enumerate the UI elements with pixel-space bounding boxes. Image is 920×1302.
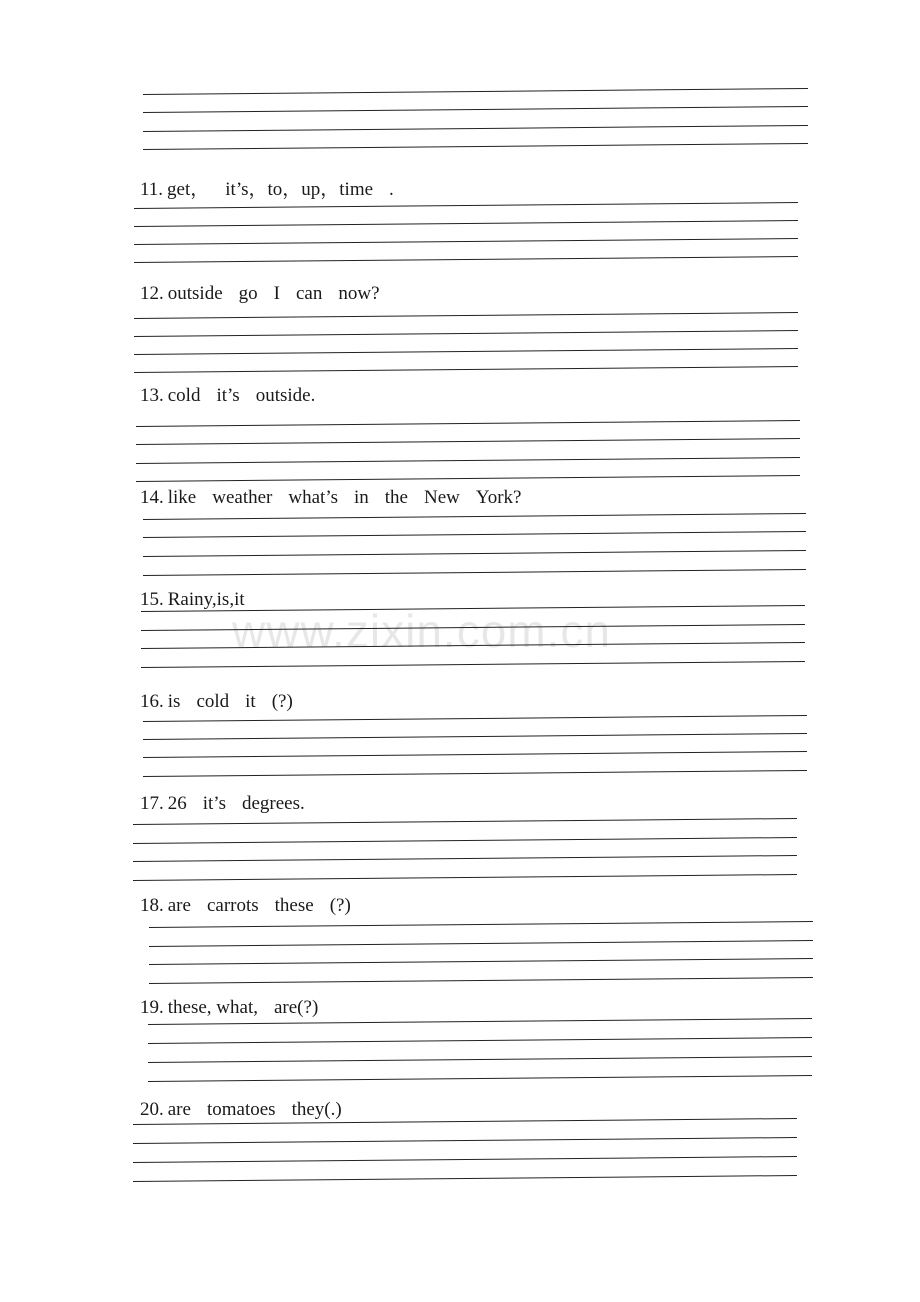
question-word: Rainy,is,it <box>167 589 245 610</box>
question-word: what’s <box>288 487 338 508</box>
answer-line <box>149 940 813 947</box>
question-word: I <box>273 283 280 304</box>
answer-line-top-2 <box>143 106 808 113</box>
answer-line <box>149 977 813 984</box>
answer-line <box>134 312 798 319</box>
question-word: it’s <box>216 385 240 406</box>
answer-line <box>143 513 806 520</box>
question-word: it’s，to，up，time <box>225 179 374 200</box>
question-word: carrots <box>206 895 259 916</box>
answer-line <box>133 874 797 881</box>
question-word: 26 <box>167 793 187 814</box>
answer-line <box>143 531 806 538</box>
question-number: 12. <box>140 283 164 304</box>
answer-line <box>133 1156 797 1163</box>
watermark: www.zixin.com.cn <box>232 605 611 657</box>
answer-line <box>134 330 798 337</box>
question-word: (?) <box>271 691 293 712</box>
question-word: is <box>167 691 181 712</box>
question-prompt <box>140 385 331 407</box>
answer-line <box>136 475 800 482</box>
question-word: weather <box>212 487 273 508</box>
answer-line <box>141 642 805 649</box>
question-word: are <box>167 1099 191 1120</box>
answer-line <box>143 569 806 576</box>
answer-line <box>133 818 797 825</box>
question-word: it <box>245 691 256 712</box>
answer-line-top-1 <box>143 88 808 95</box>
question-word: go <box>238 283 258 304</box>
question-word: New <box>424 487 460 508</box>
question-word: (?) <box>329 895 351 916</box>
question-number: 15. <box>140 589 164 610</box>
question-word: outside. <box>255 385 316 406</box>
question-prompt <box>140 895 367 917</box>
answer-line <box>148 1056 812 1063</box>
question-prompt <box>140 1099 358 1121</box>
question-word: it’s <box>202 793 226 814</box>
answer-line <box>134 238 798 245</box>
answer-line <box>149 921 813 928</box>
question-word: degrees. <box>241 793 305 814</box>
answer-line <box>143 751 807 758</box>
question-word: in <box>354 487 369 508</box>
question-word: York? <box>475 487 522 508</box>
answer-line <box>149 958 813 965</box>
answer-line <box>136 438 800 445</box>
answer-line <box>141 661 805 668</box>
question-prompt <box>140 997 334 1019</box>
question-number: 19. <box>140 997 164 1018</box>
question-prompt <box>140 487 537 509</box>
question-word: like <box>167 487 197 508</box>
answer-line <box>133 855 797 862</box>
question-word: . <box>389 179 394 200</box>
question-word: cold <box>167 385 201 406</box>
answer-line <box>143 715 807 722</box>
answer-line <box>148 1018 812 1025</box>
question-prompt <box>140 174 410 201</box>
question-word: cold <box>196 691 230 712</box>
question-number: 13. <box>140 385 164 406</box>
question-number: 17. <box>140 793 164 814</box>
question-prompt <box>140 691 309 713</box>
answer-line <box>133 1175 797 1182</box>
question-word: these, what, <box>167 997 258 1018</box>
question-word: are <box>167 895 191 916</box>
question-word: the <box>384 487 408 508</box>
answer-line <box>143 733 807 740</box>
answer-line <box>134 348 798 355</box>
answer-line <box>134 202 798 209</box>
question-prompt <box>140 793 321 815</box>
question-number: 14. <box>140 487 164 508</box>
question-number: 20. <box>140 1099 164 1120</box>
answer-line <box>143 550 806 557</box>
answer-line <box>148 1075 812 1082</box>
answer-line <box>143 770 807 777</box>
question-word: can <box>295 283 323 304</box>
question-number: 16. <box>140 691 164 712</box>
question-word: get， <box>167 179 210 200</box>
answer-line <box>136 457 800 464</box>
question-prompt <box>140 283 396 305</box>
question-word: outside <box>167 283 223 304</box>
answer-line <box>133 1137 797 1144</box>
question-word: now? <box>338 283 380 304</box>
question-word: tomatoes <box>206 1099 276 1120</box>
answer-line-top-4 <box>143 143 808 150</box>
answer-line <box>133 837 797 844</box>
question-number: 11. <box>140 179 164 200</box>
question-word: these <box>274 895 314 916</box>
answer-line <box>136 420 800 427</box>
answer-line <box>141 624 805 631</box>
answer-line <box>134 220 798 227</box>
answer-line <box>148 1037 812 1044</box>
answer-line <box>134 256 798 263</box>
question-prompt <box>140 589 261 611</box>
question-number: 18. <box>140 895 164 916</box>
answer-line-top-3 <box>143 125 808 132</box>
question-word: they(.) <box>291 1099 342 1120</box>
answer-line <box>134 366 798 373</box>
question-word: are(?) <box>273 997 319 1018</box>
